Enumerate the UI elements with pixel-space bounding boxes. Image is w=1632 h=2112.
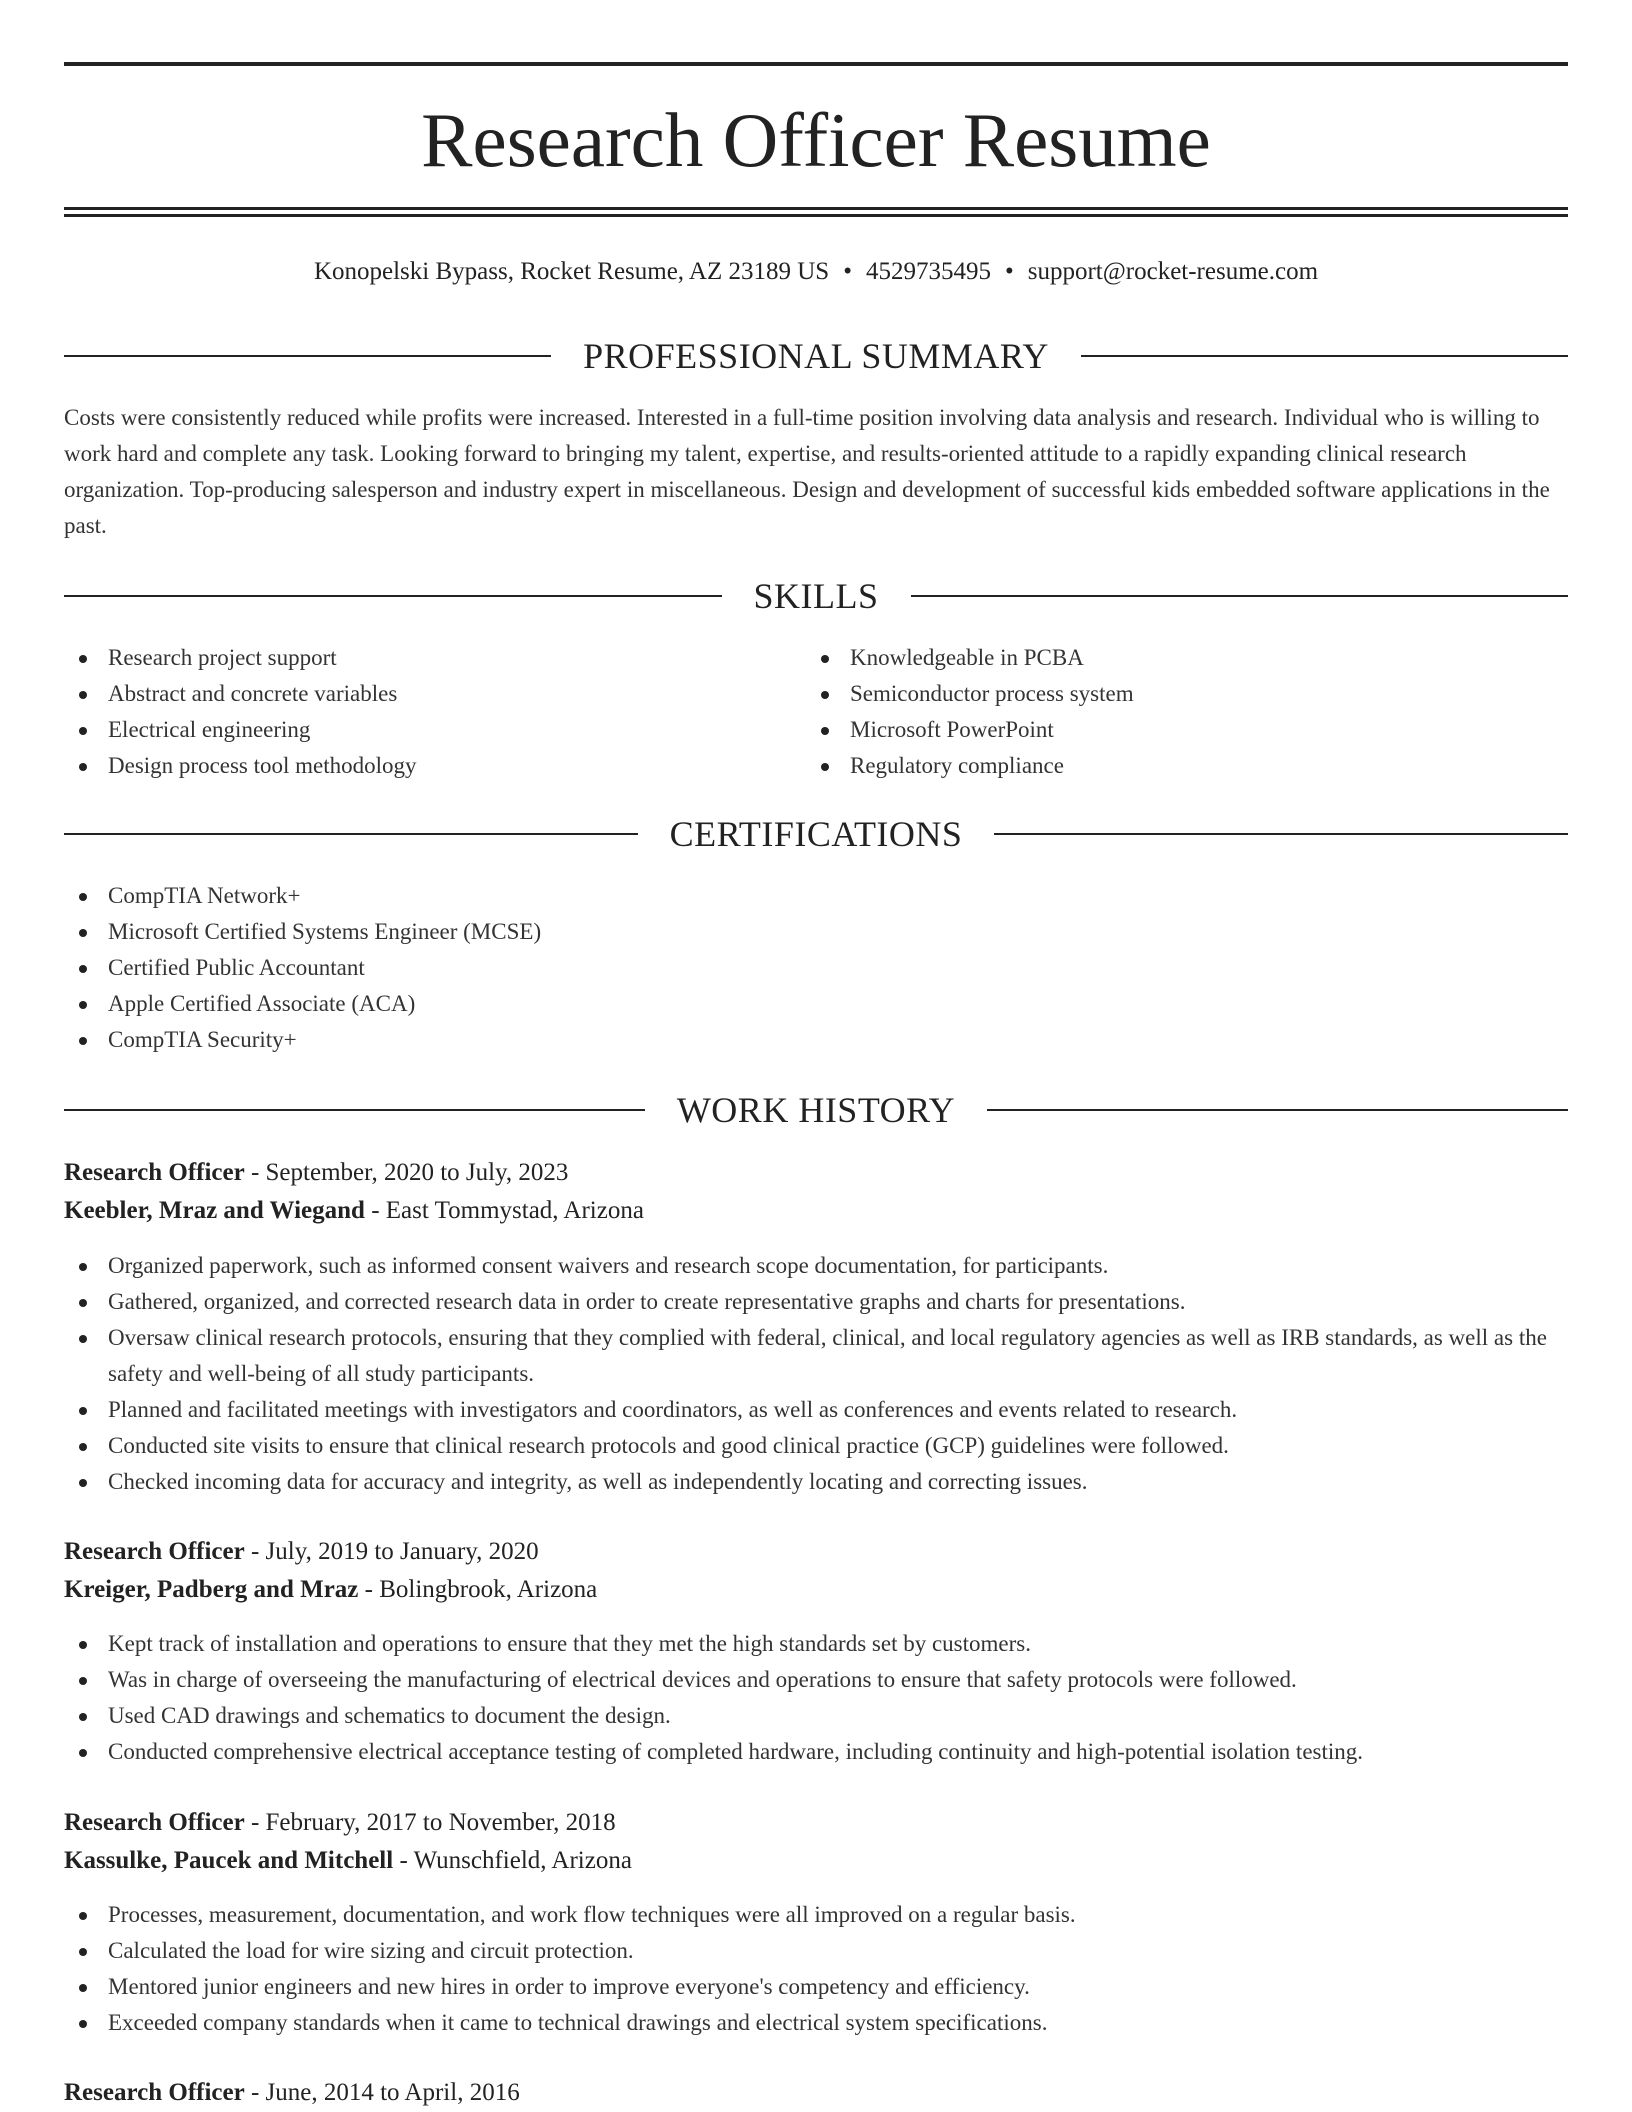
job-duty: Used CAD drawings and schematics to document the design. (64, 1698, 1568, 1734)
job-duty: Gathered, organized, and corrected research data in order to create representative graphs and charts for presentations. (64, 1284, 1568, 1320)
certification-item: Certified Public Accountant (64, 950, 964, 986)
contact-address: Konopelski Bypass, Rocket Resume, AZ 23189 US (313, 258, 830, 285)
job-role-line (64, 1534, 1568, 1570)
job-duty: Exceeded company standards when it came to technical drawings and electrical system specifications. (64, 2005, 1568, 2041)
job-duties-list (64, 1248, 1568, 1500)
summary-heading (64, 334, 1568, 378)
contact-separator: • (843, 258, 852, 285)
heading-rule-right (987, 1109, 1568, 1111)
job-dates: June, 2014 to April, 2016 (265, 2079, 520, 2106)
job-company: Kassulke, Paucek and Mitchell (64, 1847, 394, 1874)
heading-rule-left (64, 833, 638, 835)
job-role: Research Officer (64, 1159, 245, 1186)
heading-rule-left (64, 595, 722, 597)
job-role: Research Officer (64, 1538, 245, 1565)
job-duty: Oversaw clinical research protocols, ensuring that they complied with federal, clinical, and local regulatory agencies as well as IRB standards, as well as the safety and well-being of all study participants. (64, 1320, 1568, 1392)
job-role-line (64, 2075, 1568, 2111)
job-duties-list (64, 1626, 1568, 1770)
header-top-rule (64, 62, 1568, 66)
job-dash: - (244, 1159, 266, 1186)
job-location: Wunschfield, Arizona (413, 1847, 632, 1874)
job-duties-list (64, 1897, 1568, 2041)
skill-item: Abstract and concrete variables (64, 676, 804, 712)
contact-phone: 4529735495 (865, 258, 991, 285)
skill-item: Electrical engineering (64, 712, 804, 748)
job-duty: Kept track of installation and operations to ensure that they met the high standards set by customers. (64, 1626, 1568, 1662)
skill-item: Design process tool methodology (64, 748, 804, 784)
job-role: Research Officer (64, 1809, 245, 1836)
certification-item: Apple Certified Associate (ACA) (64, 986, 964, 1022)
summary-heading-label: PROFESSIONAL SUMMARY (583, 336, 1049, 376)
skill-item: Microsoft PowerPoint (806, 712, 1546, 748)
job-duty: Mentored junior engineers and new hires in order to improve everyone's competency and efficiency. (64, 1969, 1568, 2005)
summary-text: Costs were consistently reduced while profits were increased. Interested in a full-time position involving data analysis and research. Individual who is willing to work hard and complete any task. Looking forward to bringing my talent, expertise, and results-oriented attitude to a rapidly expanding clinical research organization. Top-producing salesperson and industry expert in miscellaneous. Design and development of successful kids embedded software applications in the past. (64, 405, 1550, 538)
work-history-heading-label: WORK HISTORY (676, 1090, 956, 1130)
skill-item: Semiconductor process system (806, 676, 1546, 712)
job-dates: September, 2020 to July, 2023 (265, 1159, 569, 1186)
skill-item: Research project support (64, 640, 804, 676)
job-location: Bolingbrook, Arizona (379, 1576, 598, 1603)
job-company-line (64, 1843, 1568, 1879)
contact-separator: • (1004, 258, 1014, 285)
job-duty: Checked incoming data for accuracy and integrity, as well as independently locating and correcting issues. (64, 1464, 1568, 1500)
job-dash: - (358, 1576, 380, 1603)
contact-email: support@rocket-resume.com (1027, 258, 1319, 285)
heading-rule-right (1081, 355, 1568, 357)
job-duty: Planned and facilitated meetings with investigators and coordinators, as well as conferences and events related to research. (64, 1392, 1568, 1428)
job-company: Keebler, Mraz and Wiegand (64, 1197, 365, 1224)
job-company: Kreiger, Padberg and Mraz (64, 1576, 359, 1603)
job-duty: Organized paperwork, such as informed consent waivers and research scope documentation, for participants. (64, 1248, 1568, 1284)
skills-list-left (64, 640, 804, 784)
contact-line (64, 255, 1568, 289)
heading-rule-left (64, 1109, 645, 1111)
certification-item: CompTIA Network+ (64, 878, 964, 914)
job-dates: July, 2019 to January, 2020 (265, 1538, 539, 1565)
job-duty: Conducted site visits to ensure that clinical research protocols and good clinical practice (GCP) guidelines were followed. (64, 1428, 1568, 1464)
job-role: Research Officer (64, 2079, 245, 2106)
skills-list-right (806, 640, 1546, 784)
job-duty: Calculated the load for wire sizing and circuit protection. (64, 1933, 1568, 1969)
heading-rule-right (911, 595, 1569, 597)
job-dash: - (244, 2079, 266, 2106)
job-location: East Tommystad, Arizona (385, 1197, 644, 1224)
job-dash: - (244, 1809, 266, 1836)
work-history-heading (64, 1088, 1568, 1132)
certifications-heading (64, 812, 1568, 856)
certification-item: Microsoft Certified Systems Engineer (MCSE) (64, 914, 964, 950)
certifications-heading-label: CERTIFICATIONS (669, 814, 963, 854)
job-dash: - (364, 1197, 386, 1224)
certification-item: CompTIA Security+ (64, 1022, 964, 1058)
job-duty: Conducted comprehensive electrical acceptance testing of completed hardware, including continuity and high-potential isolation testing. (64, 1734, 1568, 1770)
job-dash: - (244, 1538, 266, 1565)
job-duty: Processes, measurement, documentation, and work flow techniques were all improved on a regular basis. (64, 1897, 1568, 1933)
heading-rule-right (994, 833, 1568, 835)
heading-rule-left (64, 355, 551, 357)
job-dash: - (393, 1847, 414, 1874)
job-role-line (64, 1805, 1568, 1841)
job-company-line (64, 1193, 1568, 1229)
skill-item: Regulatory compliance (806, 748, 1546, 784)
certifications-list (64, 878, 964, 1058)
job-role-line (64, 1155, 1568, 1191)
skill-item: Knowledgeable in PCBA (806, 640, 1546, 676)
job-company-line (64, 1572, 1568, 1608)
job-duty: Was in charge of overseeing the manufacturing of electrical devices and operations to ensure that safety protocols were followed. (64, 1662, 1568, 1698)
job-dates: February, 2017 to November, 2018 (265, 1809, 616, 1836)
header-double-rule (64, 207, 1568, 217)
skills-heading (64, 574, 1568, 618)
skills-heading-label: SKILLS (753, 576, 879, 616)
page-title: Research Officer Resume (421, 97, 1211, 183)
